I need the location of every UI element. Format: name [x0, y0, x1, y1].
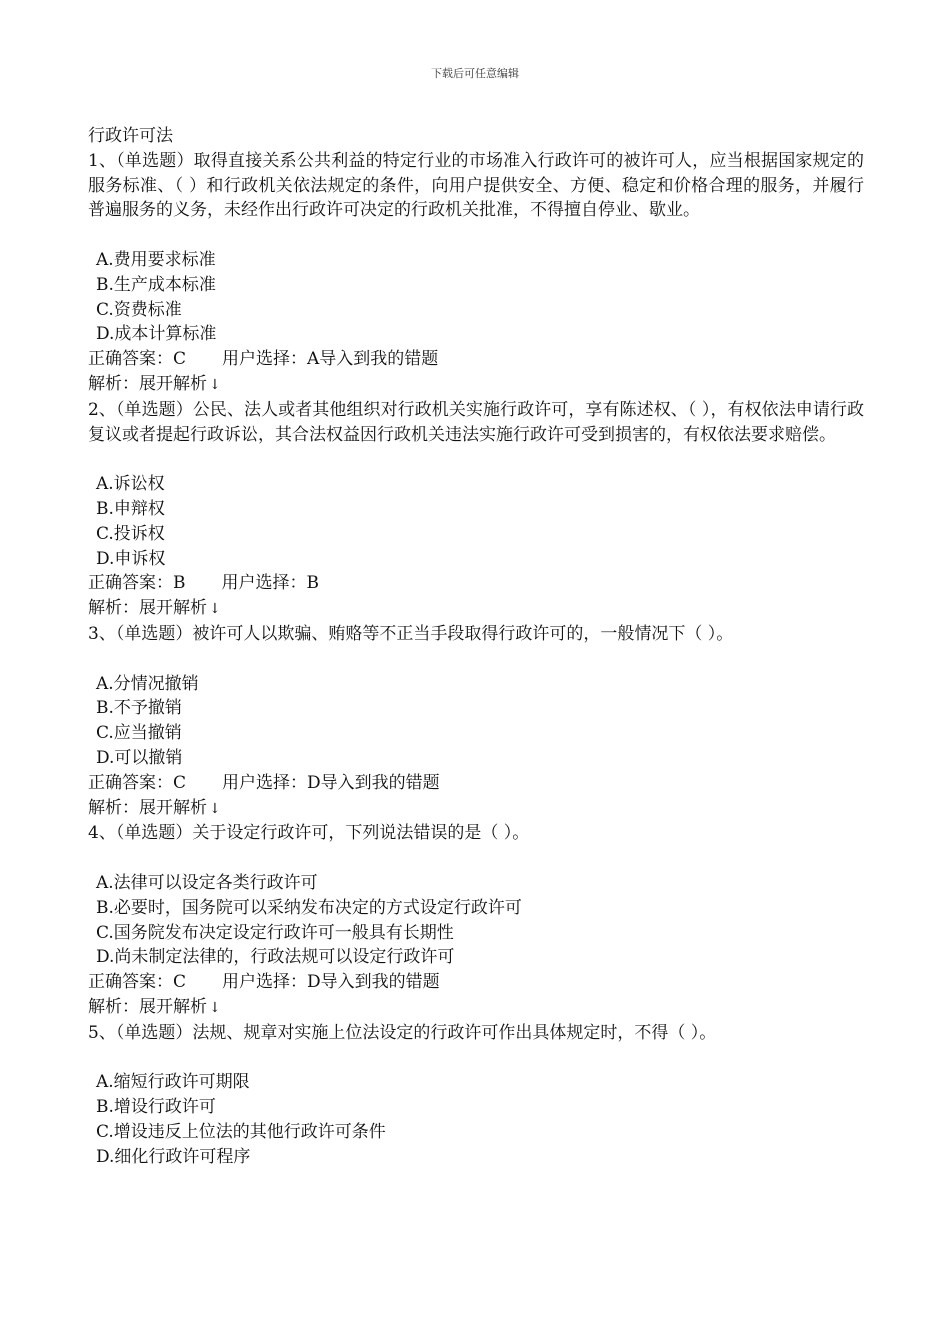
- option-c: C.应当撤销: [96, 723, 182, 744]
- option-c: C.增设违反上位法的其他行政许可条件: [96, 1121, 386, 1142]
- option-a: A.法律可以设定各类行政许可: [96, 872, 318, 893]
- arrow-down-icon: ↓: [209, 999, 221, 1016]
- option-d: D.可以撤销: [96, 747, 183, 768]
- correct-answer: 正确答案：C: [88, 349, 187, 370]
- option-b: B.申辩权: [96, 498, 165, 519]
- question-stem: 5、（单选题）法规、规章对实施上位法设定的行政许可作出具体规定时，不得（ ）。: [88, 1022, 717, 1043]
- option-b: B.不予撤销: [96, 698, 182, 719]
- arrow-down-icon: ↓: [209, 601, 221, 618]
- correct-answer: 正确答案：C: [88, 972, 187, 993]
- question-stem: 4、（单选题）关于设定行政许可，下列说法错误的是（ ）。: [88, 823, 530, 844]
- spacer: [88, 447, 864, 472]
- option-b: B.增设行政许可: [96, 1097, 216, 1118]
- question-stem: 2、（单选题）公民、法人或者其他组织对行政机关实施行政许可，享有陈述权、（ ），有权依法申请行政复议或者提起行政诉讼，其合法权益因行政机关违法实施行政许可受到损害的，有权依法要求赔偿。: [88, 399, 864, 445]
- answer-line: [88, 771, 864, 796]
- question-4: [88, 821, 864, 1020]
- option-a: A.缩短行政许可期限: [96, 1072, 250, 1093]
- analysis-line[interactable]: [88, 372, 864, 398]
- correct-answer: 正确答案：C: [88, 772, 187, 793]
- option-a: A.诉讼权: [96, 474, 165, 495]
- question-5: [88, 1021, 864, 1170]
- user-choice: 用户选择：B: [221, 573, 319, 594]
- document-body: [88, 124, 864, 1169]
- arrow-down-icon: ↓: [209, 376, 221, 393]
- page-header: 下载后可任意编辑: [431, 67, 519, 80]
- document-title: 行政许可法: [88, 126, 173, 146]
- option-d: D.申诉权: [96, 548, 166, 569]
- option-a: A.分情况撤销: [96, 673, 199, 694]
- option-c: C.投诉权: [96, 523, 165, 544]
- spacer: [88, 223, 864, 248]
- analysis-line[interactable]: [88, 995, 864, 1021]
- option-d: D.成本计算标准: [96, 324, 217, 345]
- question-2: [88, 398, 864, 622]
- option-b: B.生产成本标准: [96, 274, 216, 295]
- answer-line: [88, 571, 864, 596]
- analysis-toggle[interactable]: 解析：展开解析: [88, 373, 207, 394]
- spacer: [88, 846, 864, 871]
- analysis-toggle[interactable]: 解析：展开解析: [88, 598, 207, 619]
- user-choice: 用户选择：A导入到我的错题: [222, 349, 439, 370]
- option-c: C.资费标准: [96, 299, 182, 320]
- question-3: [88, 622, 864, 821]
- option-d: D.尚未制定法律的，行政法规可以设定行政许可: [96, 947, 455, 968]
- analysis-line[interactable]: [88, 796, 864, 822]
- analysis-line[interactable]: [88, 596, 864, 622]
- spacer: [88, 647, 864, 672]
- question-1: [88, 149, 864, 398]
- arrow-down-icon: ↓: [209, 800, 221, 817]
- option-a: A.费用要求标准: [96, 249, 216, 270]
- question-stem: 1、（单选题）取得直接关系公共利益的特定行业的市场准入行政许可的被许可人，应当根据国家规定的服务标准、（ ）和行政机关依法规定的条件，向用户提供安全、方便、稳定和价格合理的服务，并履行普遍服务的义务，未经作出行政许可决定的行政机关批准，不得擅自停业、歇业。: [88, 150, 864, 221]
- analysis-toggle[interactable]: 解析：展开解析: [88, 996, 207, 1017]
- spacer: [88, 1045, 864, 1070]
- option-d: D.细化行政许可程序: [96, 1146, 251, 1167]
- correct-answer: 正确答案：B: [88, 573, 186, 594]
- option-b: B.必要时，国务院可以采纳发布决定的方式设定行政许可: [96, 897, 522, 918]
- option-c: C.国务院发布决定设定行政许可一般具有长期性: [96, 922, 454, 943]
- answer-line: [88, 347, 864, 372]
- analysis-toggle[interactable]: 解析：展开解析: [88, 797, 207, 818]
- answer-line: [88, 970, 864, 995]
- user-choice: 用户选择：D导入到我的错题: [222, 772, 440, 793]
- user-choice: 用户选择：D导入到我的错题: [222, 972, 440, 993]
- question-stem: 3、（单选题）被许可人以欺骗、贿赂等不正当手段取得行政许可的，一般情况下（ ）。: [88, 623, 734, 644]
